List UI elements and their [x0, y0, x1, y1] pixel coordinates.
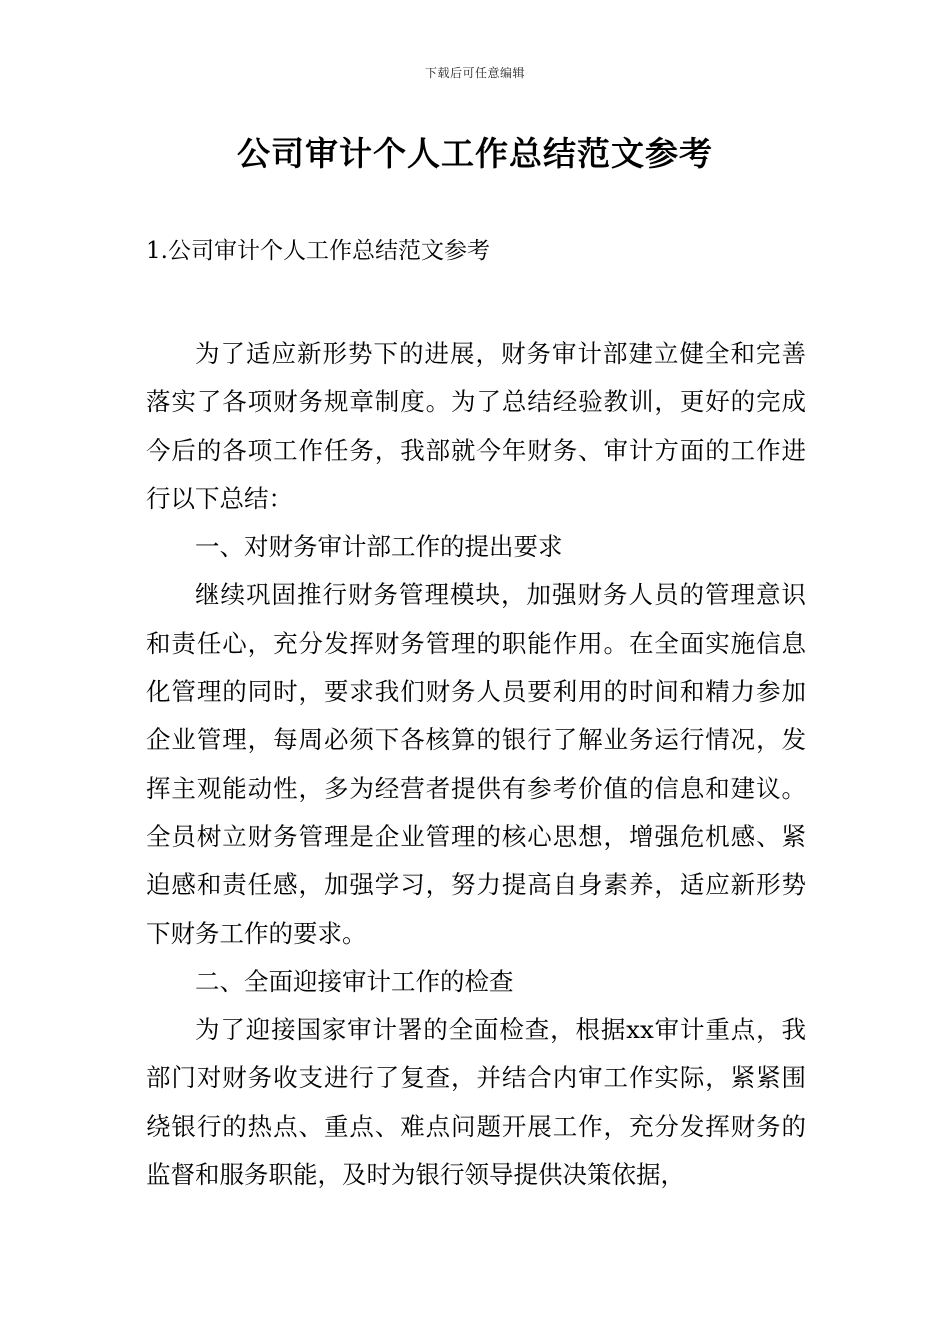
header-note: 下载后可任意编辑 — [424, 66, 525, 80]
subheading-two: 二、全面迎接审计工作的检查 — [195, 966, 514, 996]
document-body — [146, 330, 806, 1199]
body-paragraph-one: 继续巩固推行财务管理模块，加强财务人员的管理意识和责任心，充分发挥财务管理的职能作用。在全面实施信息化管理的同时，要求我们财务人员要利用的时间和精力参加企业管理，每周必须下各核算的银行了解业务运行情况，发挥主观能动性，多为经营者提供有参考价值的信息和建议。全员树立财务管理是企业管理的核心思想，增强危机感、紧迫感和责任感，加强学习，努力提高自身素养，适应新形势下财务工作的要求。 — [146, 580, 806, 948]
document-title: 公司审计个人工作总结范文参考 — [237, 134, 713, 173]
body-paragraph-two: 为了迎接国家审计署的全面检查，根据xx审计重点，我部门对财务收支进行了复查，并结合内审工作实际，紧紧围绕银行的热点、重点、难点问题开展工作，充分发挥财务的监督和服务职能，及时为银行领导提供决策依据， — [146, 1015, 806, 1190]
intro-paragraph: 为了适应新形势下的进展，财务审计部建立健全和完善落实了各项财务规章制度。为了总结经验教训，更好的完成今后的各项工作任务，我部就今年财务、审计方面的工作进行以下总结： — [146, 339, 806, 513]
section-heading: 1.公司审计个人工作总结范文参考 — [146, 238, 490, 264]
subheading-one: 一、对财务审计部工作的提出要求 — [195, 532, 563, 562]
